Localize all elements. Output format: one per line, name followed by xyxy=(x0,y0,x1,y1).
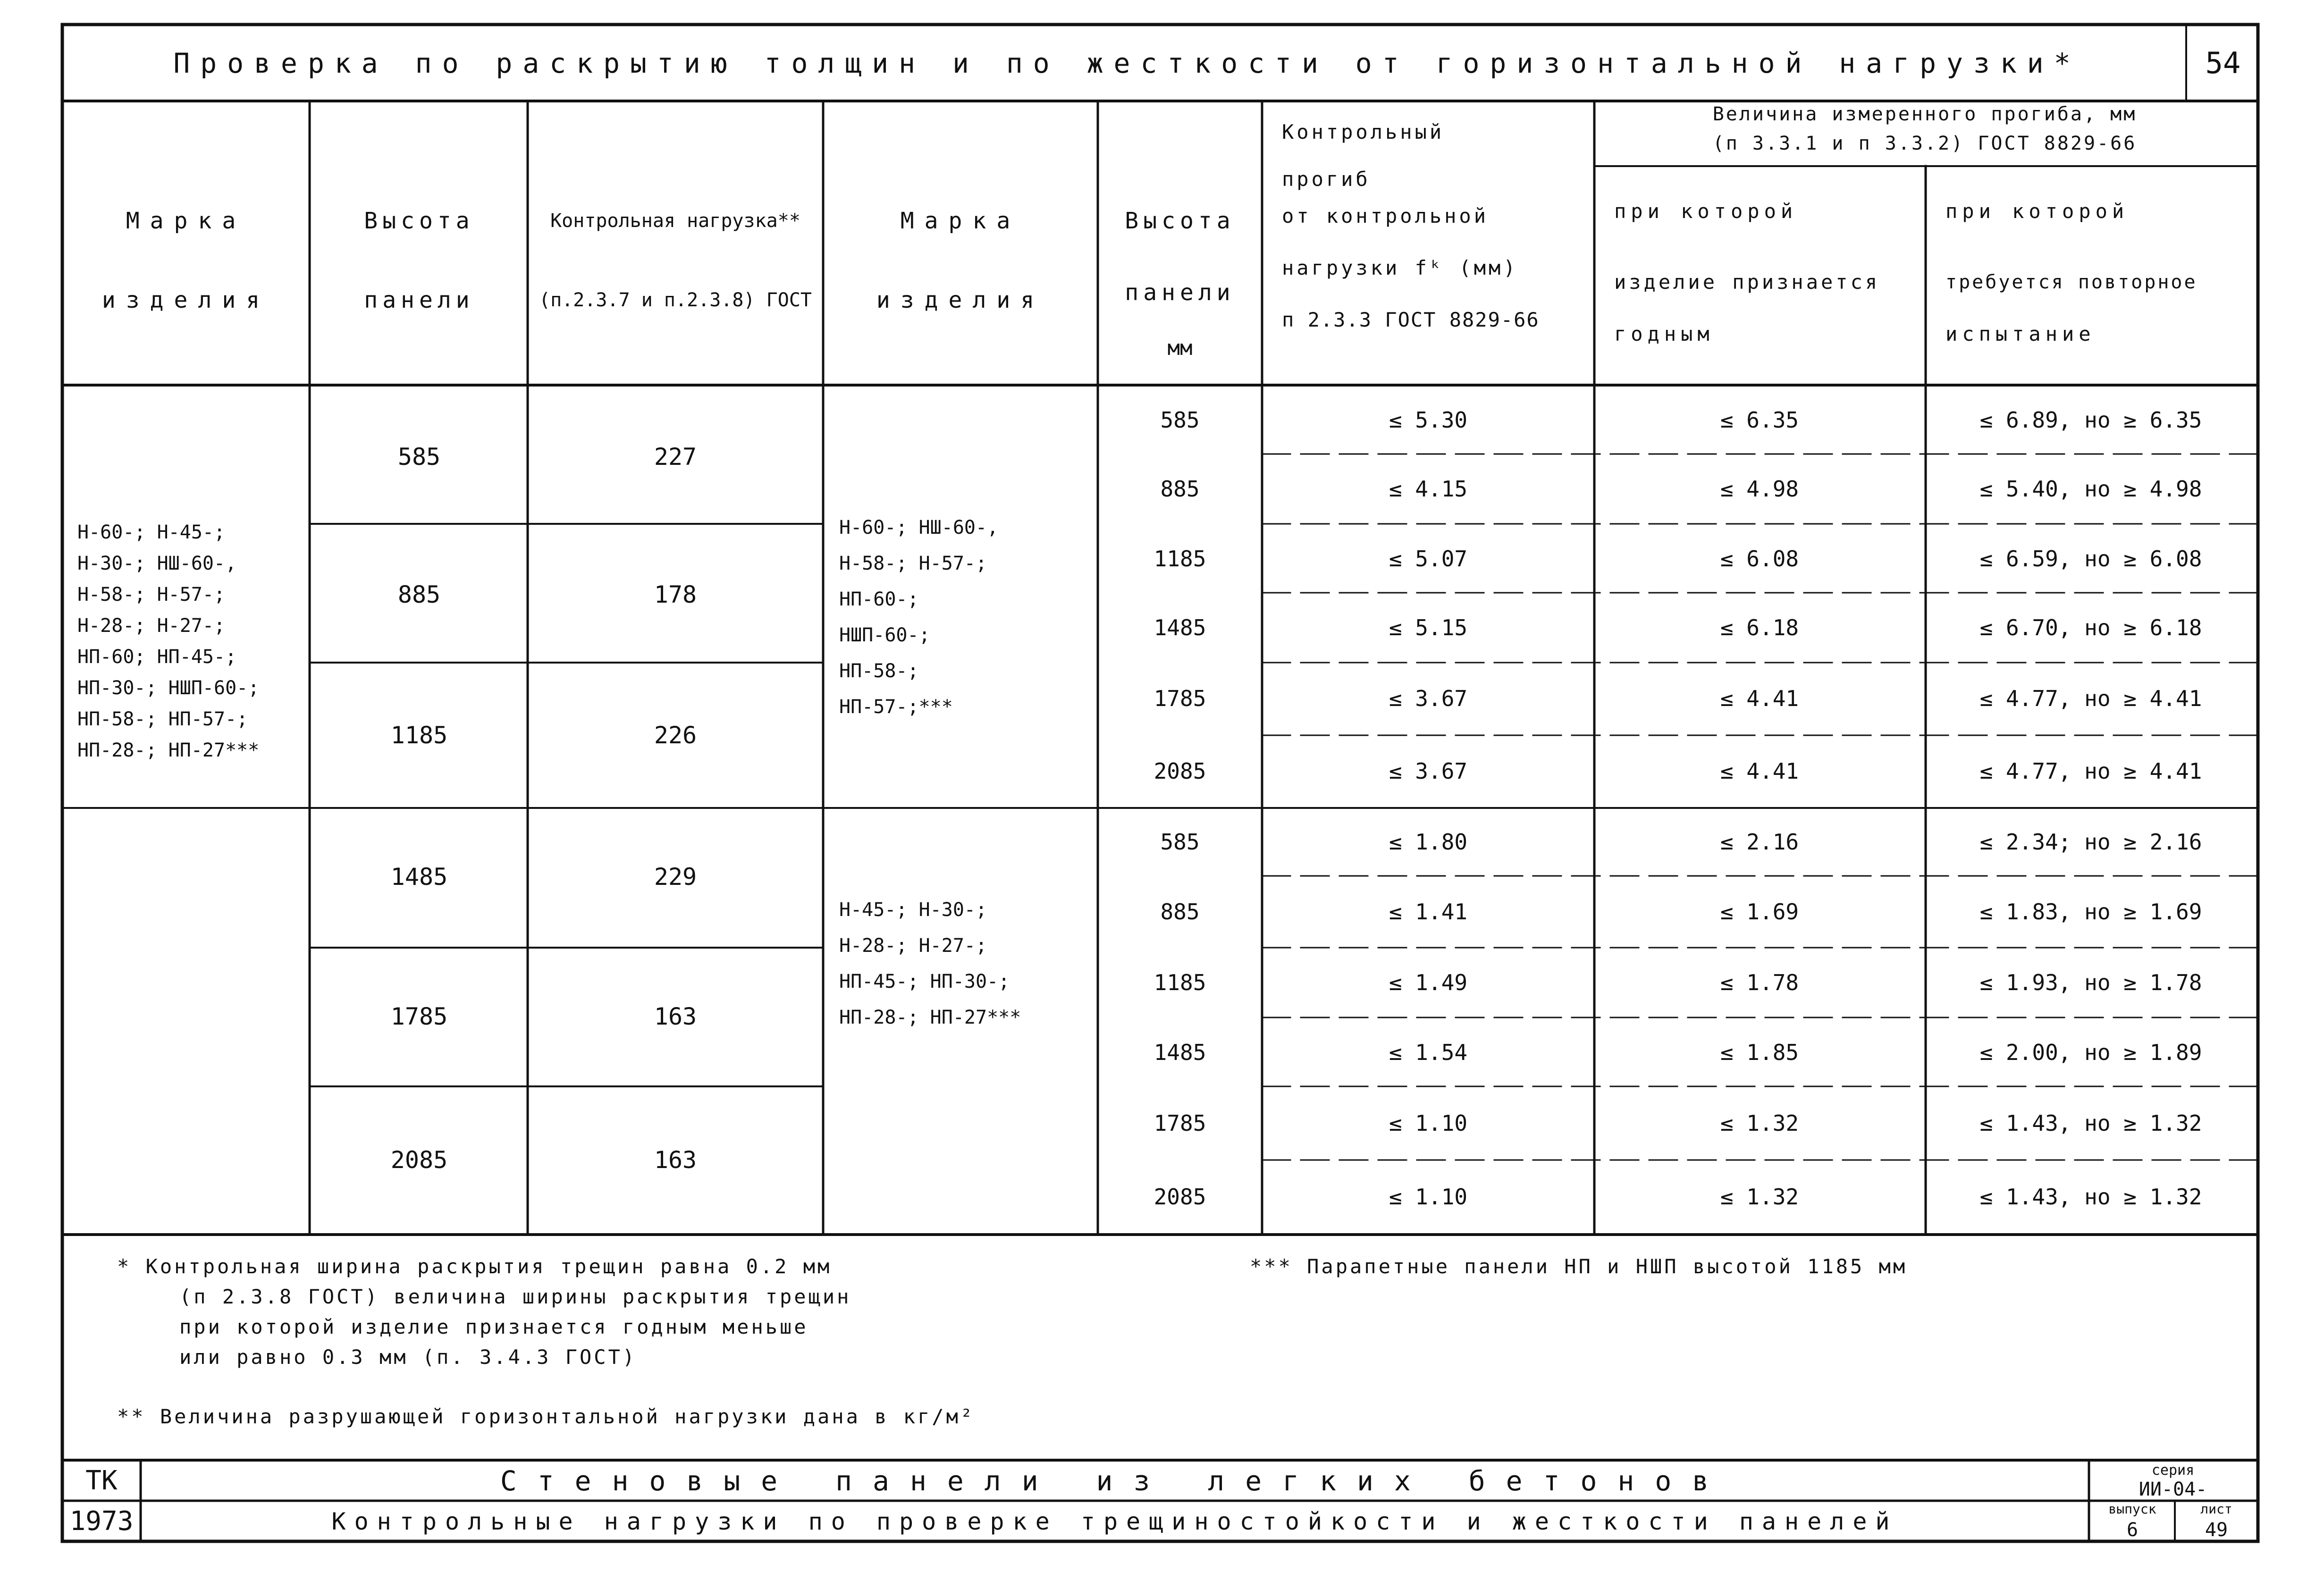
header-control-line5: п 2.3.3 ГОСТ 8829-66 xyxy=(1282,308,1540,331)
note-3: *** Парапетные панели НП и НШП высотой 1185 мм xyxy=(1250,1255,1908,1278)
footer-subtitle: Контрольные нагрузки по проверке трещиностойкости и жесткости панелей xyxy=(331,1508,1898,1535)
note-1-line: * Контрольная ширина раскрытия трещин равна 0.2 мм xyxy=(117,1255,832,1278)
mark-left-line: НП-28-; НП-27*** xyxy=(77,740,260,761)
detail-retest: ≤ 1.43, но ≥ 1.32 xyxy=(1979,1110,2202,1136)
org-code: ТК xyxy=(85,1465,118,1496)
detail-accepted: ≤ 6.18 xyxy=(1720,615,1799,640)
detail-height: 885 xyxy=(1160,476,1200,502)
detail-control: ≤ 1.54 xyxy=(1389,1040,1468,1065)
header-mark-line2: изделия xyxy=(101,287,270,313)
detail-control: ≤ 3.67 xyxy=(1389,686,1468,711)
load-row-value: 229 xyxy=(654,863,697,891)
detail-control: ≤ 1.10 xyxy=(1389,1110,1468,1136)
note-2: ** Величина разрушающей горизонтальной нагрузки дана в кг/м² xyxy=(117,1405,975,1428)
year: 1973 xyxy=(69,1506,134,1537)
header-height-line1: Высота xyxy=(364,208,474,234)
detail-control: ≤ 3.67 xyxy=(1389,758,1468,784)
mark-group1-line: Н-58-; Н-57-; xyxy=(839,553,987,574)
detail-control: ≤ 4.15 xyxy=(1389,476,1468,502)
load-row-height: 1485 xyxy=(390,863,448,891)
detail-height: 585 xyxy=(1160,407,1200,433)
header-accepted-line2: изделие признается xyxy=(1614,270,1880,294)
header-height2-line2: панели xyxy=(1125,279,1235,306)
header-retest-line3: испытание xyxy=(1945,322,2096,345)
mark-group1-line: Н-60-; НШ-60-, xyxy=(839,517,999,538)
issue-label: выпуск xyxy=(2108,1501,2156,1517)
issue-value: 6 xyxy=(2126,1519,2139,1541)
header-control-line4: нагрузки fᵏ (мм) xyxy=(1282,256,1518,279)
header-height2-line1: Высота xyxy=(1125,208,1235,234)
load-row-value: 227 xyxy=(654,443,697,471)
mark-left-line: НП-60; НП-45-; xyxy=(77,646,237,668)
detail-height: 1785 xyxy=(1154,1110,1206,1136)
detail-accepted: ≤ 1.78 xyxy=(1720,970,1799,995)
detail-height: 2085 xyxy=(1154,1184,1206,1210)
detail-accepted: ≤ 4.98 xyxy=(1720,476,1799,502)
header-mark2-line2: изделия xyxy=(876,287,1045,313)
note-1-line: при которой изделие признается годным меньше xyxy=(179,1315,808,1338)
mark-left-line: НП-30-; НШП-60-; xyxy=(77,677,260,699)
mark-group1-line: НП-57-;*** xyxy=(839,696,953,718)
sheet-label: лист xyxy=(2200,1501,2232,1517)
header-load-line2: (п.2.3.7 и п.2.3.8) ГОСТ xyxy=(539,289,812,311)
detail-accepted: ≤ 4.41 xyxy=(1720,758,1799,784)
load-row-value: 226 xyxy=(654,722,697,749)
detail-accepted: ≤ 1.32 xyxy=(1720,1184,1799,1210)
detail-height: 2085 xyxy=(1154,758,1206,784)
header-retest-line1: при которой xyxy=(1945,200,2129,223)
load-row-height: 585 xyxy=(397,443,441,471)
header-measured-line2: (п 3.3.1 и п 3.3.2) ГОСТ 8829-66 xyxy=(1712,133,2137,154)
detail-accepted: ≤ 1.85 xyxy=(1720,1040,1799,1065)
header-height-line2: панели xyxy=(364,287,474,313)
detail-height: 1185 xyxy=(1154,970,1206,995)
header-accepted-line1: при которой xyxy=(1614,200,1798,223)
header-height2-unit: мм xyxy=(1167,336,1193,360)
mark-group2-line: НП-45-; НП-30-; xyxy=(839,971,1010,992)
detail-accepted: ≤ 1.32 xyxy=(1720,1110,1799,1136)
load-row-height: 1785 xyxy=(390,1003,448,1030)
header-mark-line1: Марка xyxy=(126,208,246,234)
series-label: серия xyxy=(2151,1462,2195,1479)
detail-retest: ≤ 1.93, но ≥ 1.78 xyxy=(1979,970,2202,995)
load-row-value: 178 xyxy=(654,581,697,608)
mark-left-line: НП-58-; НП-57-; xyxy=(77,708,248,730)
mark-group2-line: Н-28-; Н-27-; xyxy=(839,935,987,957)
header-control-line3: от контрольной xyxy=(1282,204,1489,227)
header-accepted-line3: годным xyxy=(1614,322,1714,345)
detail-height: 1485 xyxy=(1154,1040,1206,1065)
detail-retest: ≤ 6.59, но ≥ 6.08 xyxy=(1979,546,2202,572)
sheet-title: Проверка по раскрытию толщин и по жесткости от горизонтальной нагрузки* xyxy=(173,47,2081,79)
header-measured-line1: Величина измеренного прогиба, мм xyxy=(1712,103,2137,125)
detail-control: ≤ 1.49 xyxy=(1389,970,1468,995)
detail-accepted: ≤ 2.16 xyxy=(1720,829,1799,855)
detail-height: 1185 xyxy=(1154,546,1206,572)
page-number: 54 xyxy=(2205,46,2241,80)
detail-retest: ≤ 5.40, но ≥ 4.98 xyxy=(1979,476,2202,502)
load-row-height: 885 xyxy=(397,581,441,608)
detail-control: ≤ 1.10 xyxy=(1389,1184,1468,1210)
detail-retest: ≤ 2.00, но ≥ 1.89 xyxy=(1979,1040,2202,1065)
detail-retest: ≤ 2.34; но ≥ 2.16 xyxy=(1979,829,2202,855)
mark-left-line: Н-28-; Н-27-; xyxy=(77,615,226,637)
sheet-value: 49 xyxy=(2205,1519,2228,1541)
mark-group1-line: НП-60-; xyxy=(839,588,919,610)
detail-height: 885 xyxy=(1160,899,1200,925)
mark-left-line: Н-58-; Н-57-; xyxy=(77,584,226,605)
detail-height: 1785 xyxy=(1154,686,1206,711)
detail-accepted: ≤ 6.08 xyxy=(1720,546,1799,572)
note-1-line: или равно 0.3 мм (п. 3.4.3 ГОСТ) xyxy=(179,1345,637,1369)
load-row-height: 1185 xyxy=(390,722,448,749)
header-load-line1: Контрольная нагрузка** xyxy=(550,210,800,232)
mark-group2-line: Н-45-; Н-30-; xyxy=(839,899,987,921)
detail-control: ≤ 5.15 xyxy=(1389,615,1468,640)
detail-retest: ≤ 1.83, но ≥ 1.69 xyxy=(1979,899,2202,925)
drawing-sheet xyxy=(60,23,2260,1543)
note-1-line: (п 2.3.8 ГОСТ) величина ширины раскрытия трещин xyxy=(179,1285,851,1308)
detail-control: ≤ 5.07 xyxy=(1389,546,1468,572)
detail-accepted: ≤ 1.69 xyxy=(1720,899,1799,925)
mark-left-line: Н-60-; Н-45-; xyxy=(77,521,226,543)
mark-group1-line: НП-58-; xyxy=(839,660,919,682)
mark-left-line: Н-30-; НШ-60-, xyxy=(77,553,237,574)
detail-height: 585 xyxy=(1160,829,1200,855)
detail-accepted: ≤ 6.35 xyxy=(1720,407,1799,433)
mark-group1-line: НШП-60-; xyxy=(839,624,930,646)
footer-title: Стеновые панели из легких бетонов xyxy=(500,1465,1730,1497)
load-row-height: 2085 xyxy=(390,1146,448,1174)
detail-retest: ≤ 6.89, но ≥ 6.35 xyxy=(1979,407,2202,433)
detail-control: ≤ 5.30 xyxy=(1389,407,1468,433)
header-control-line2: прогиб xyxy=(1282,168,1371,191)
header-mark2-line1: Марка xyxy=(900,208,1021,234)
detail-control: ≤ 1.80 xyxy=(1389,829,1468,855)
detail-height: 1485 xyxy=(1154,615,1206,640)
detail-accepted: ≤ 4.41 xyxy=(1720,686,1799,711)
detail-retest: ≤ 4.77, но ≥ 4.41 xyxy=(1979,686,2202,711)
load-row-value: 163 xyxy=(654,1003,697,1030)
series-value: ИИ-04- xyxy=(2139,1479,2207,1500)
header-control-line1: Контрольный xyxy=(1282,120,1445,143)
header-retest-line2: требуется повторное xyxy=(1945,271,2198,293)
mark-group2-line: НП-28-; НП-27*** xyxy=(839,1007,1021,1028)
detail-control: ≤ 1.41 xyxy=(1389,899,1468,925)
detail-retest: ≤ 1.43, но ≥ 1.32 xyxy=(1979,1184,2202,1210)
detail-retest: ≤ 4.77, но ≥ 4.41 xyxy=(1979,758,2202,784)
load-row-value: 163 xyxy=(654,1146,697,1174)
detail-retest: ≤ 6.70, но ≥ 6.18 xyxy=(1979,615,2202,640)
